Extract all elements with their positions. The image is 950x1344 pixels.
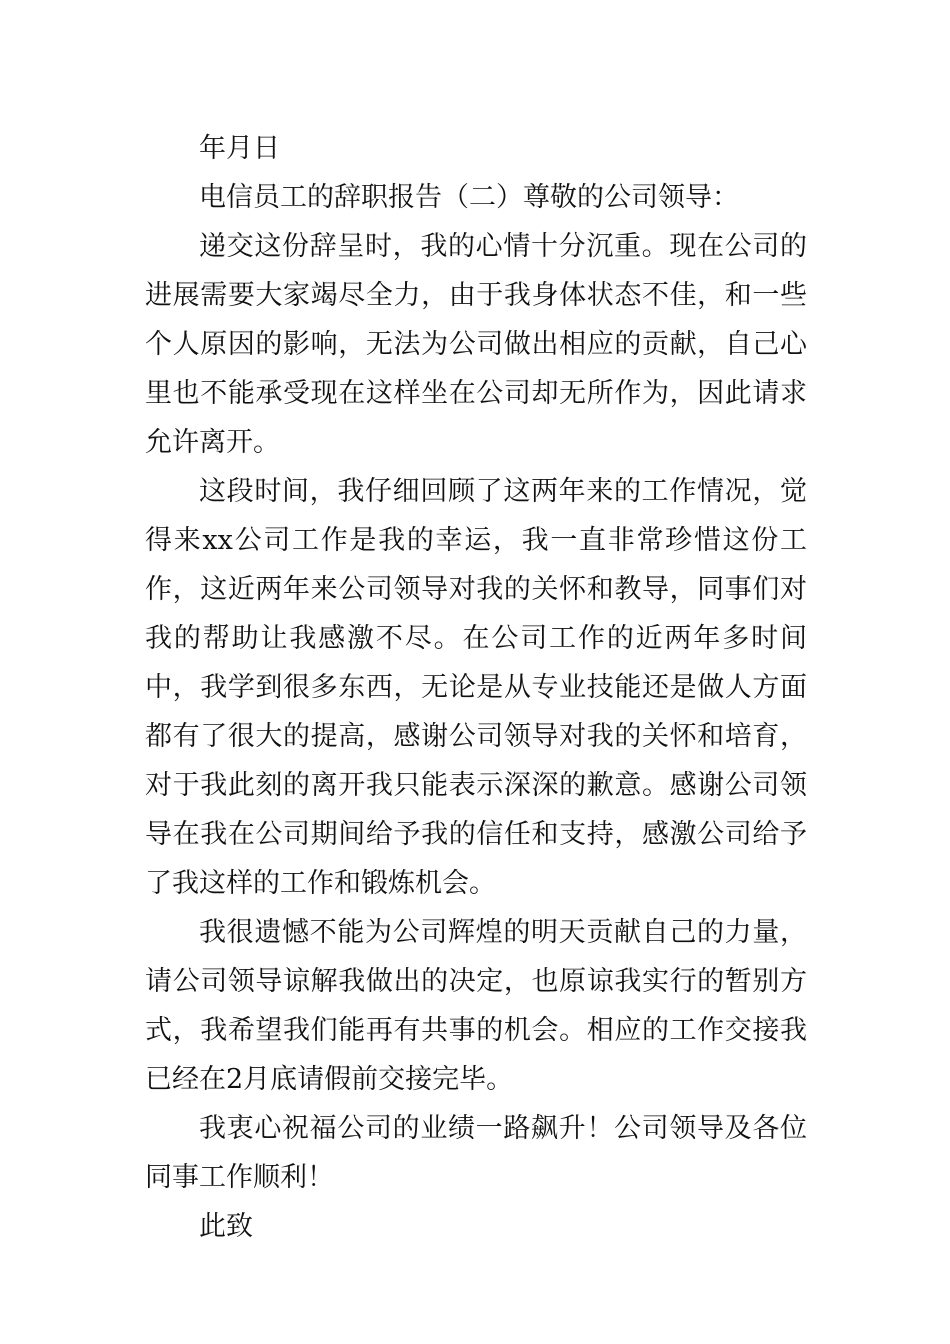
date-line: 年月日 (199, 133, 280, 164)
paragraph-1: 递交这份辞呈时，我的心情十分沉重。现在公司的进展需要大家竭尽全力，由于我身体状态不佳，和一些个人原因的影响，无法为公司做出相应的贡献，自己心里也不能承受现在这样坐在公司却无所作为，因此请求允许离开。 (145, 231, 807, 458)
document-body (145, 124, 807, 1251)
report-title-line: 电信员工的辞职报告（二）尊敬的公司领导： (199, 182, 739, 213)
paragraph-2: 这段时间，我仔细回顾了这两年来的工作情况，觉得来xx公司工作是我的幸运，我一直非常珍惜这份工作，这近两年来公司领导对我的关怀和教导，同事们对我的帮助让我感激不尽。在公司工作的近两年多时间中，我学到很多东西，无论是从专业技能还是做人方面都有了很大的提高，感谢公司领导对我的关怀和培育，对于我此刻的离开我只能表示深深的歉意。感谢公司领导在我在公司期间给予我的信任和支持，感激公司给予了我这样的工作和锻炼机会。 (145, 476, 807, 899)
paragraph-3: 我很遗憾不能为公司辉煌的明天贡献自己的力量，请公司领导谅解我做出的决定，也原谅我实行的暂别方式，我希望我们能再有共事的机会。相应的工作交接我已经在2月底请假前交接完毕。 (145, 917, 807, 1095)
paragraph-4: 我衷心祝福公司的业绩一路飙升！公司领导及各位同事工作顺利！ (145, 1113, 807, 1193)
closing-line: 此致 (199, 1211, 253, 1242)
